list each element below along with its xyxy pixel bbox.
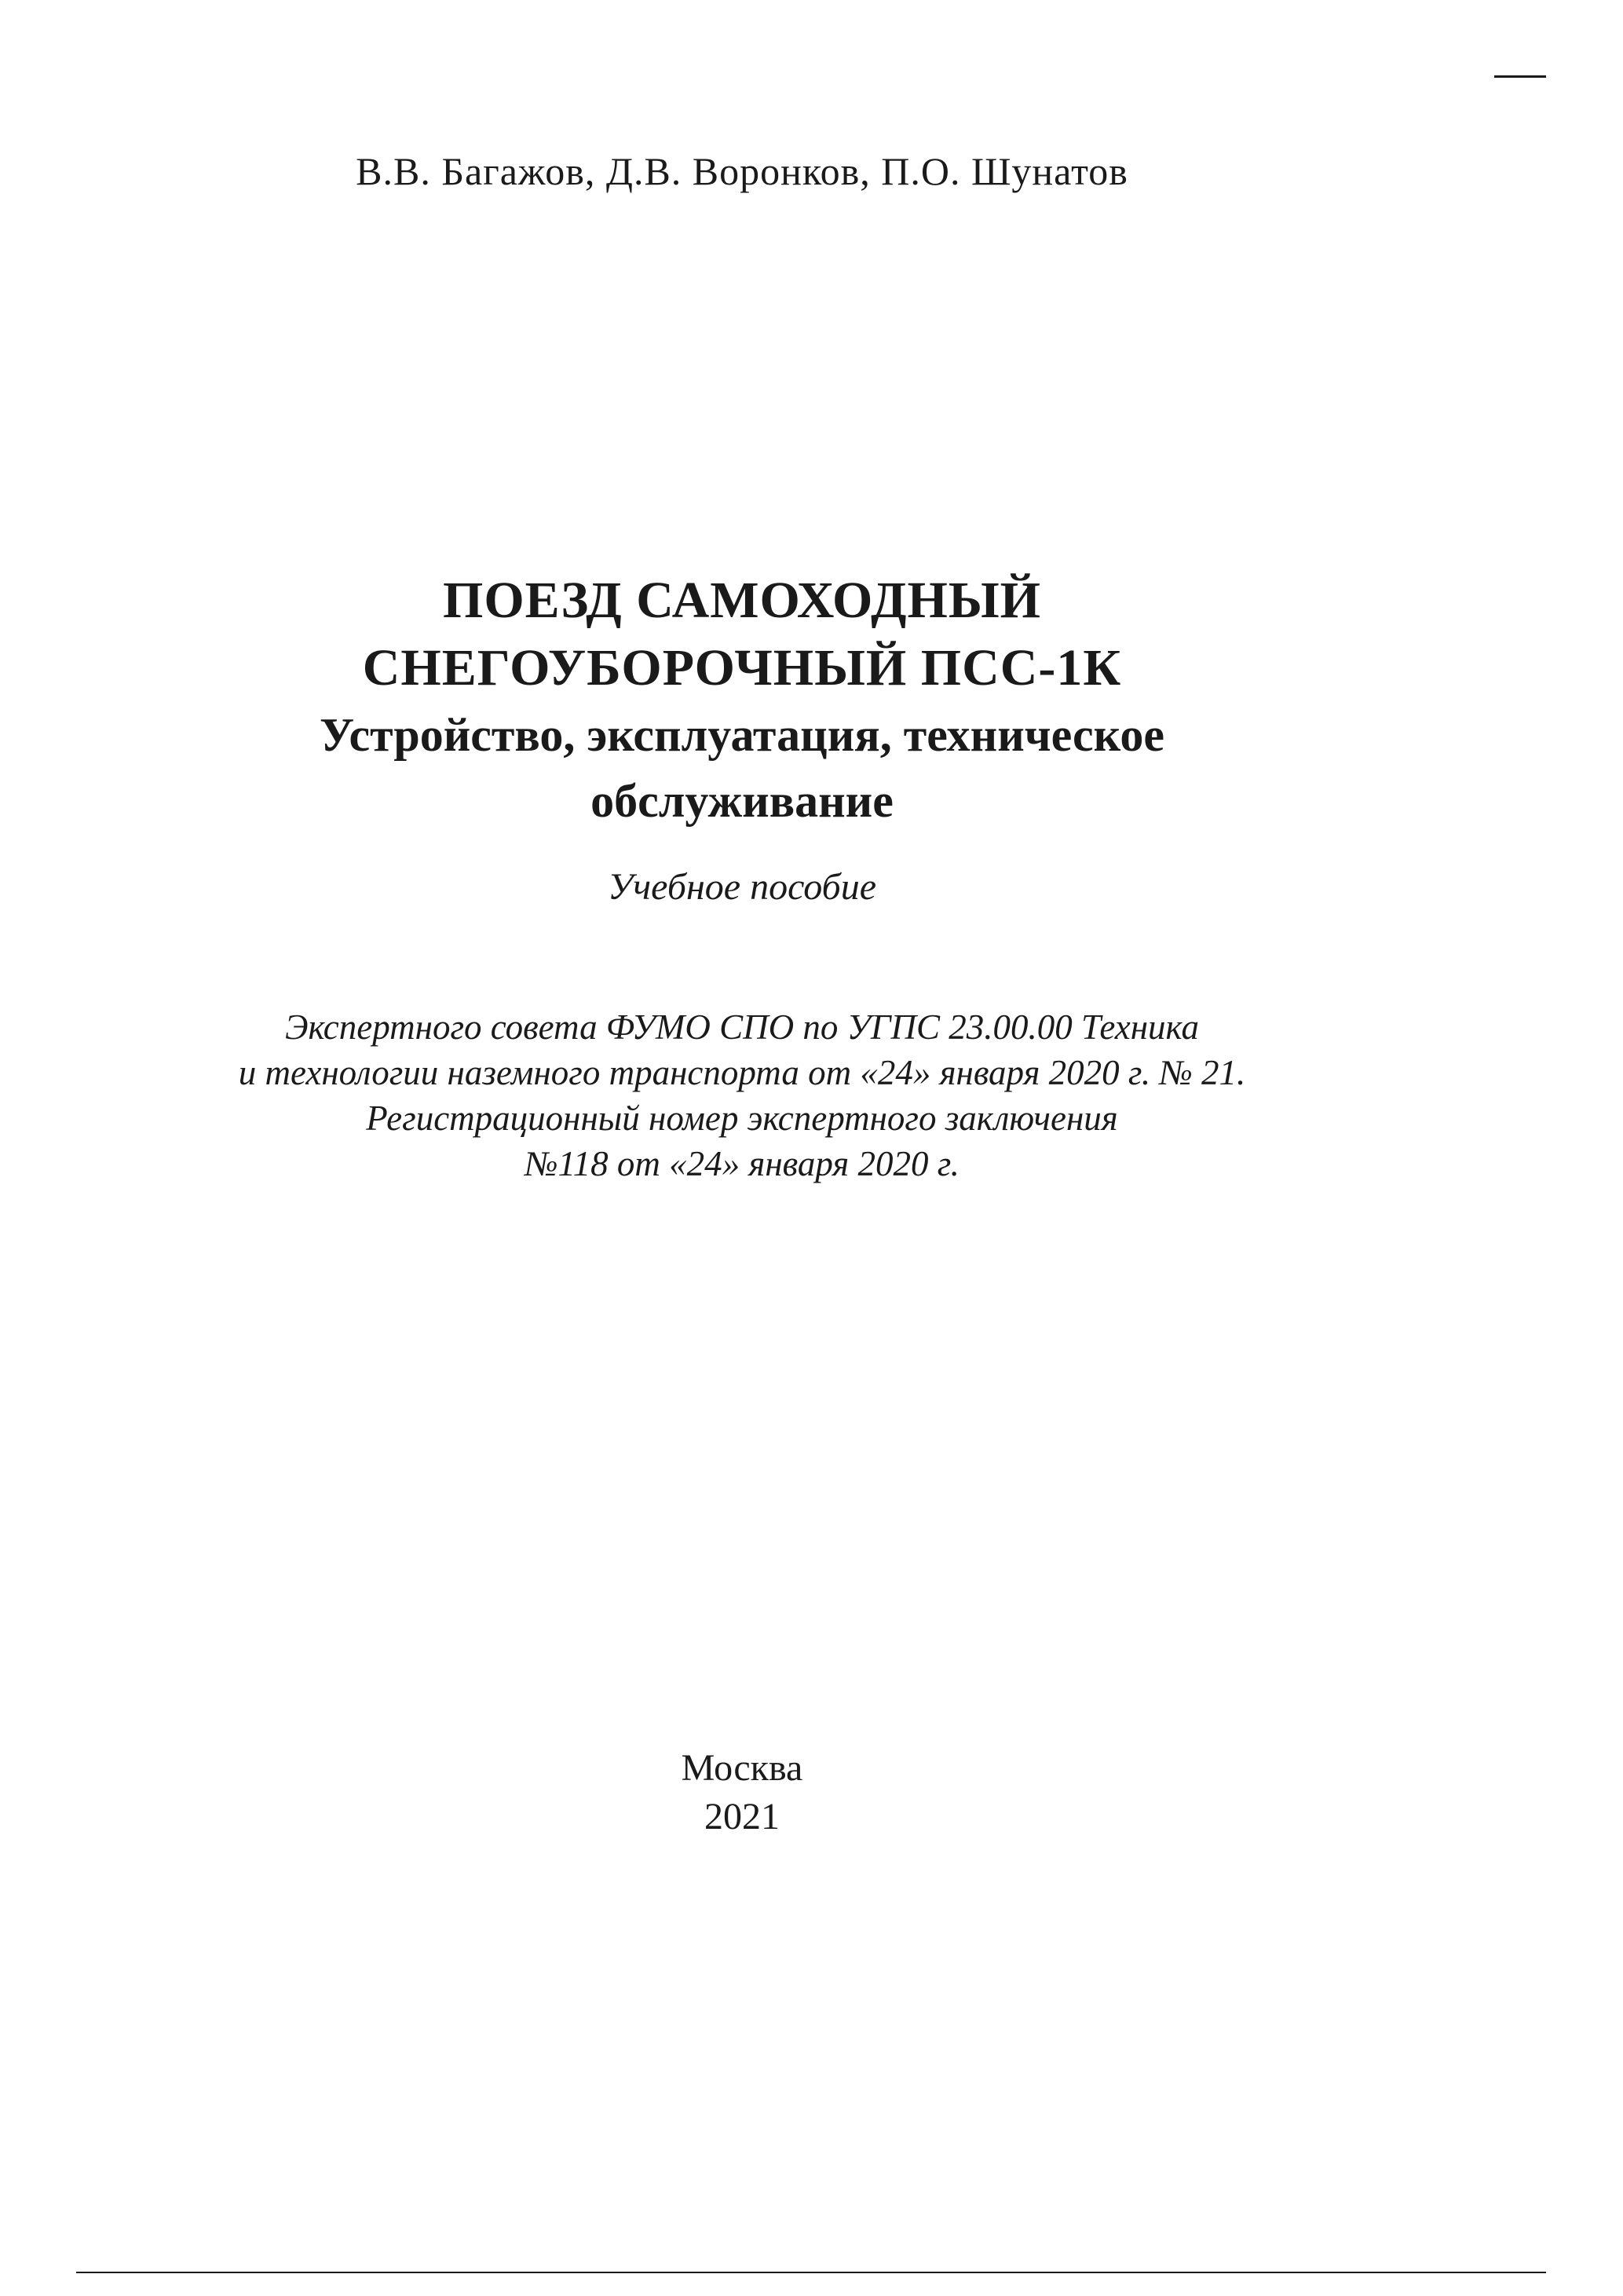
subtitle-line-1: Устройство, эксплуатация, техническое	[319, 709, 1165, 761]
authors: В.В. Багажов, Д.В. Воронков, П.О. Шунатов	[356, 149, 1128, 193]
subtitle-line-2: обслуживание	[590, 775, 894, 827]
title-line-2: СНЕГОУБОРОЧНЫЙ ПСС-1К	[362, 639, 1122, 696]
expert-note-line-3: Регистрационный номер экспертного заключения	[366, 1099, 1118, 1138]
imprint	[0, 1744, 1484, 1841]
expert-note-line-1: Экспертного совета ФУМО СПО по УГПС 23.00.00 Техника	[285, 1007, 1199, 1047]
document-type: Учебное пособие	[607, 866, 877, 908]
expert-note-line-4: №118 от «24» января 2020 г.	[525, 1144, 960, 1183]
expert-note-line-2: и технологии наземного транспорта от «24» января 2020 г. № 21.	[238, 1053, 1246, 1092]
imprint-city: Москва	[681, 1747, 803, 1789]
title-line-1: ПОЕЗД САМОХОДНЫЙ	[443, 572, 1041, 629]
expert-council-note	[0, 1004, 1484, 1186]
top-corner-dash	[1494, 75, 1546, 78]
bottom-rule	[76, 2272, 1546, 2273]
imprint-year: 2021	[704, 1796, 780, 1837]
book-title	[0, 567, 1484, 834]
